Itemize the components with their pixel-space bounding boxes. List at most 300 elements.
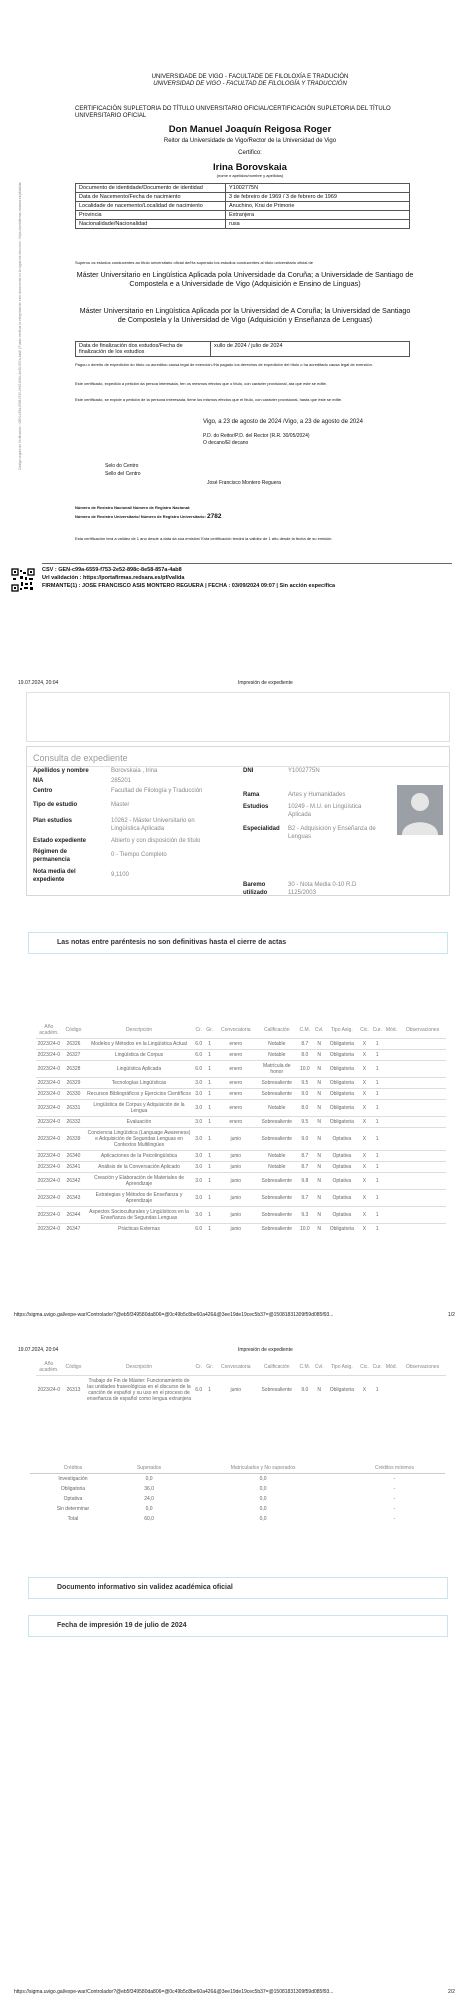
table-cell: 1 — [371, 1050, 384, 1061]
print-date-banner: Fecha de impresión 19 de julio de 2024 — [28, 1615, 448, 1637]
table-row: Documento de identidade/Documento de identidad Y1002775N — [76, 184, 410, 193]
table-cell — [384, 1151, 399, 1162]
certification-title: CERTIFICACIÓN SUPLETORIA DO TÍTULO UNIVERSITARIO OFICIAL/CERTIFICACIÓN SUPLETORIA DEL TÍTULO UNIVERSITARIO OFICIAL — [75, 106, 391, 119]
grades-body-continued — [36, 1376, 446, 1405]
table-cell: 1 — [371, 1173, 384, 1190]
csv-code: CSV : GEN-c99a-6559-f753-2e52-898c-8e58-857a-4ab8 — [42, 567, 182, 573]
table-cell: 1 — [205, 1207, 215, 1224]
table-cell: enero — [215, 1061, 257, 1078]
table-cell: 1 — [371, 1128, 384, 1151]
print-title: Impresión de expediente — [238, 680, 293, 686]
table-cell: 2023/24-0 — [36, 1207, 62, 1224]
table-cell: 3.0 — [193, 1151, 205, 1162]
table-cell: - — [393, 1476, 396, 1482]
table-cell: 3.0 — [193, 1117, 205, 1128]
table-cell — [384, 1376, 399, 1405]
table-cell: 1 — [371, 1089, 384, 1100]
university-register: Número de Rexistro Universitario/ Número de Registro Universitario: 2782 — [75, 513, 222, 520]
national-register: Número de Rexistro Nacional/ Número de Registro Nacional: — [75, 505, 191, 510]
expediente-page-2 — [0, 1345, 471, 2000]
degree-spanish: Máster Universitario en Lingüística Aplicada por la Universidad de A Coruña; la Universidad de Santiago de Compostela y la Universidad de Vigo (Adquisición y Enseñanza de Lenguas) — [79, 306, 411, 324]
table-cell — [384, 1117, 399, 1128]
table-cell: X — [358, 1061, 370, 1078]
table-row — [36, 1039, 446, 1050]
table-cell: 2023/24-0 — [36, 1078, 62, 1089]
table-cell — [399, 1089, 446, 1100]
table-cell: 2023/24-0 — [36, 1376, 62, 1405]
table-cell: Total — [67, 1516, 79, 1522]
table-cell: Recursos Bibliográficos y Ejercicios Científicos — [85, 1089, 193, 1100]
table-cell: junio — [215, 1151, 257, 1162]
table-cell: 26343 — [62, 1190, 85, 1207]
table-cell: 26330 — [62, 1089, 85, 1100]
table-cell: Trabajo de Fin de Máster: Funcionamiento de las unidades fraseológicas en el discurso de la canción de español y su uso en el proceso de enseñanza de español como lengua extranjera — [85, 1376, 193, 1405]
table-row — [36, 1117, 446, 1128]
table-cell: N — [313, 1207, 325, 1224]
table-cell: 2023/24-0 — [36, 1100, 62, 1117]
table-cell: Obligatoria — [325, 1376, 358, 1405]
table-row — [36, 1173, 446, 1190]
table-cell: enero — [215, 1050, 257, 1061]
table-cell: 2023/24-0 — [36, 1151, 62, 1162]
table-cell: 26328 — [62, 1061, 85, 1078]
table-cell: 1 — [205, 1100, 215, 1117]
signature-date: Vigo, a 23 de agosto de 2024 /Vigo, a 23 de agosto de 2024 — [203, 419, 363, 425]
table-cell: X — [358, 1089, 370, 1100]
table-cell: junio — [215, 1224, 257, 1235]
print-title: Impresión de expediente — [238, 1347, 293, 1353]
table-cell: N — [313, 1078, 325, 1089]
payment-paragraph: Pagou o dereito de expedición do título ou acreditou causa legal de exención./Ha pagado los derechos de expedición del título o ha acreditado causa legal de exención. — [75, 362, 373, 367]
table-cell: N — [313, 1151, 325, 1162]
table-cell: 1 — [371, 1100, 384, 1117]
table-cell: 26331 — [62, 1100, 85, 1117]
record-left-column: Apellidos y nombre Borovskaia , Irina NIA 285201 Centro Facultad de Filología y Traducción Tipo de estudio Master Plan estudios 10262 - Máster Universitario en Lingüística Aplicada Estado expediente Abierto y con disposición de título Régimen de permanencia 0 - Tiempo Completo Nota media del expediente 9,1100 — [33, 768, 203, 883]
print-date: 19.07.2024, 20:04 — [18, 680, 59, 686]
table-cell: 1 — [371, 1162, 384, 1173]
table-cell: N — [313, 1061, 325, 1078]
table-cell: Matrícula de honor — [257, 1061, 297, 1078]
seal-es: Sello del Centro — [105, 471, 141, 477]
table-cell: X — [358, 1224, 370, 1235]
credits-table — [30, 1463, 445, 1524]
table-cell: 26327 — [62, 1050, 85, 1061]
table-cell: 24,0 — [144, 1496, 154, 1502]
table-cell: 2023/24-0 — [36, 1162, 62, 1173]
qr-code-icon — [11, 568, 35, 592]
table-cell: Lingüística de Corpus y Adquisición de la Lengua — [85, 1100, 193, 1117]
table-cell: 26347 — [62, 1224, 85, 1235]
table-cell: Sobresaliente — [257, 1376, 297, 1405]
table-cell: 26341 — [62, 1162, 85, 1173]
table-cell: 0,0 — [259, 1516, 267, 1522]
table-cell: Notable — [257, 1039, 297, 1050]
record-right-column: DNI Y1002775N Rama Artes y Humanidades Estudios 10249 - M.U. en Lingüística Aplicada Especialidad B2 - Adquisición y Enseñanza de Lenguas Baremo utilizado 30 - Nota Media 0-10 R.D 1125/2003 — [243, 768, 376, 896]
table-row — [36, 1078, 446, 1089]
doc-info-banner: Documento informativo sin validez académica oficial — [28, 1577, 448, 1599]
table-cell: 1 — [371, 1190, 384, 1207]
table-cell: X — [358, 1207, 370, 1224]
table-cell — [399, 1173, 446, 1190]
footer-url[interactable]: https://sigma.uvigo.gal/expe-war/Controlador?@eb5f349580da806=@0c49b5c8be60a426&@3ee19de19cec5b37=@15081831309f59d085f93... — [14, 1989, 334, 1995]
table-cell: Obligatoria — [325, 1061, 358, 1078]
table-cell: 0,0 — [259, 1496, 267, 1502]
table-cell: 6.0 — [193, 1039, 205, 1050]
student-record-card — [26, 746, 450, 896]
table-cell — [399, 1128, 446, 1151]
provisional-notes-banner: Las notas entre paréntesis no son definitivas hasta el cierre de actas — [28, 932, 448, 954]
table-cell: Aspectos Socioculturales y Lingüísticos en la Enseñanza de Segundas Lenguas — [85, 1207, 193, 1224]
table-header: Año académ. Código Descripción Cr. Gr. Convocatoria Calificación C.M. Cvl. Tipo Asig. Cic. Cur. Mód. Observaciones — [39, 1361, 440, 1373]
table-cell — [399, 1224, 446, 1235]
table-cell: N — [313, 1117, 325, 1128]
grades-table — [36, 1022, 446, 1234]
table-cell: 10.0 — [297, 1224, 313, 1235]
effects-paragraph-gl: Este certificado, expedido a petición da persoa interesada, ten os mesmos efectos que o título, con carácter provisional, ata que este se edite. — [75, 381, 327, 386]
table-cell — [399, 1050, 446, 1061]
table-cell: N — [313, 1050, 325, 1061]
table-cell: Creación y Elaboración de Materiales de Aprendizaje — [85, 1173, 193, 1190]
studies-intro: Superou os estudos conducentes ao título universitario oficial de/Ha superado los estudios conducentes al título universitario oficial de — [75, 260, 313, 265]
table-cell: X — [358, 1162, 370, 1173]
table-cell: 1 — [371, 1224, 384, 1235]
table-cell: X — [358, 1078, 370, 1089]
degree-galician: Máster Universitario en Lingüística Aplicada pola Universidade da Coruña; a Universidade de Santiago de Compostela e a Universidade de Vigo (Adquisición e Ensino de Linguas) — [76, 270, 414, 288]
table-cell: Optativa — [325, 1151, 358, 1162]
table-cell: Obligatoria — [325, 1039, 358, 1050]
table-cell: Sobresaliente — [257, 1190, 297, 1207]
table-cell: 6.0 — [193, 1224, 205, 1235]
table-row — [30, 1514, 445, 1524]
table-cell: 6.0 — [193, 1050, 205, 1061]
table-row — [30, 1474, 445, 1485]
table-cell: 26326 — [62, 1039, 85, 1050]
table-row — [36, 1100, 446, 1117]
certificate-page — [0, 0, 471, 625]
table-cell: Sobresaliente — [257, 1173, 297, 1190]
table-cell: Obligatoria — [325, 1050, 358, 1061]
table-cell: 9.3 — [297, 1207, 313, 1224]
table-cell: Sobresaliente — [257, 1078, 297, 1089]
table-cell: Tecnologías Lingüísticas — [85, 1078, 193, 1089]
table-cell — [399, 1162, 446, 1173]
table-cell: 3.0 — [193, 1128, 205, 1151]
table-cell: Conciencia Lingüística (Language Awareness) e Adquisición de Segundas Lenguas en Contextos Multilingües — [85, 1128, 193, 1151]
table-cell: 26329 — [62, 1078, 85, 1089]
table-cell — [399, 1190, 446, 1207]
table-cell — [399, 1078, 446, 1089]
table-cell: junio — [215, 1162, 257, 1173]
seal-gl: Selo do Centro — [105, 463, 139, 469]
table-cell: X — [358, 1100, 370, 1117]
table-cell: 26332 — [62, 1117, 85, 1128]
page-number: 1/2 — [448, 1312, 455, 1318]
table-cell: 9.5 — [297, 1078, 313, 1089]
table-cell: N — [313, 1089, 325, 1100]
table-cell — [384, 1173, 399, 1190]
register-number: 2782 — [207, 513, 222, 520]
table-cell: 0,0 — [145, 1506, 153, 1512]
university-line-gl: UNIVERSIDADE DE VIGO - FACULTADE DE FILOLOXÍA E TRADUCIÓN — [151, 74, 349, 80]
table-cell — [399, 1100, 446, 1117]
table-row: Provincia Extranjera — [76, 211, 410, 220]
table-cell: X — [358, 1376, 370, 1405]
table-row — [30, 1504, 445, 1514]
table-cell: N — [313, 1190, 325, 1207]
table-row — [36, 1224, 446, 1235]
table-cell — [399, 1376, 446, 1405]
validation-url[interactable]: Url validación : https://portafirmas.redsara.es/pf/valida — [42, 575, 185, 581]
table-row — [36, 1061, 446, 1078]
table-cell — [384, 1162, 399, 1173]
table-cell: Análisis de la Conversación Aplicado — [85, 1162, 193, 1173]
table-cell: X — [358, 1039, 370, 1050]
table-cell: 1 — [371, 1376, 384, 1405]
signer-info: FIRMANTE(1) : JOSE FRANCISCO ASIS MONTERO REGUERA | FECHA : 03/09/2024 09:07 | Sin acción específica — [42, 583, 336, 589]
table-cell: Sin determinar — [56, 1506, 90, 1512]
table-cell: 1 — [371, 1151, 384, 1162]
table-cell: 26340 — [62, 1151, 85, 1162]
table-cell: N — [313, 1128, 325, 1151]
table-cell: 9.0 — [297, 1376, 313, 1405]
table-cell: 2023/24-0 — [36, 1039, 62, 1050]
table-cell: 6.0 — [193, 1376, 205, 1405]
table-row — [36, 1151, 446, 1162]
table-cell: X — [358, 1117, 370, 1128]
table-cell: Sobresaliente — [257, 1089, 297, 1100]
table-cell — [384, 1207, 399, 1224]
certifica-label: Certifico: — [238, 150, 262, 156]
dean-line: O decano/El decano — [203, 440, 249, 446]
table-row: Nacionalidade/Nacionalidad rusa — [76, 220, 410, 229]
table-cell: Lingüística Aplicada — [85, 1061, 193, 1078]
table-cell: 26344 — [62, 1207, 85, 1224]
table-cell: 1 — [371, 1039, 384, 1050]
table-cell: N — [313, 1173, 325, 1190]
table-cell: enero — [215, 1117, 257, 1128]
table-cell: 10.0 — [297, 1061, 313, 1078]
table-cell: enero — [215, 1078, 257, 1089]
table-row — [36, 1050, 446, 1061]
table-cell: Investigación — [58, 1476, 88, 1482]
table-cell: junio — [215, 1173, 257, 1190]
table-cell: 1 — [205, 1117, 215, 1128]
table-cell: 1 — [205, 1089, 215, 1100]
table-cell: 1 — [205, 1376, 215, 1405]
footer-url[interactable]: https://sigma.uvigo.gal/expe-war/Controlador?@eb5f349580da806=@0c49b5c8be60a426&@3ee19de19cec5b37=@15081831309f59d085f93... — [14, 1312, 334, 1318]
table-cell: Sobresaliente — [257, 1117, 297, 1128]
table-cell: Sobresaliente — [257, 1224, 297, 1235]
table-row — [36, 1207, 446, 1224]
table-cell: 26342 — [62, 1173, 85, 1190]
page-number: 2/2 — [448, 1989, 455, 1995]
table-cell — [399, 1039, 446, 1050]
table-cell: 9.7 — [297, 1190, 313, 1207]
table-cell — [384, 1190, 399, 1207]
grades-body — [36, 1039, 446, 1235]
table-cell: 26313 — [62, 1376, 85, 1405]
signer-name: José Francisco Montero Reguera — [207, 480, 281, 486]
table-cell: Obligatoria — [325, 1089, 358, 1100]
table-cell: 1 — [205, 1173, 215, 1190]
table-cell: 9.8 — [297, 1173, 313, 1190]
table-cell: Optativa — [325, 1162, 358, 1173]
table-cell: 3.0 — [193, 1162, 205, 1173]
divider — [42, 563, 452, 564]
table-cell: 1 — [205, 1050, 215, 1061]
top-banner — [26, 692, 450, 742]
table-cell: 2023/24-0 — [36, 1117, 62, 1128]
table-cell — [399, 1061, 446, 1078]
table-cell: N — [313, 1162, 325, 1173]
table-cell: N — [313, 1100, 325, 1117]
table-cell: Notable — [257, 1151, 297, 1162]
table-cell: 8.0 — [297, 1050, 313, 1061]
table-cell: Obligatoria — [325, 1224, 358, 1235]
table-cell: 1 — [205, 1190, 215, 1207]
table-cell: 2023/24-0 — [36, 1061, 62, 1078]
effects-paragraph-es: Este certificado, se expide a petición de la persona interesada, tiene los mismos efectos que el título, con carácter provisional, hasta que éste se edite. — [75, 397, 343, 402]
table-cell: Optativa — [63, 1496, 83, 1502]
table-cell: N — [313, 1224, 325, 1235]
table-cell: Optativa — [325, 1128, 358, 1151]
credits-body — [30, 1474, 445, 1525]
table-cell: 1 — [205, 1162, 215, 1173]
table-cell: 8.0 — [297, 1100, 313, 1117]
expediente-page-1 — [0, 672, 471, 1332]
table-cell: N — [313, 1376, 325, 1405]
table-row — [36, 1089, 446, 1100]
table-cell — [384, 1224, 399, 1235]
table-cell: 60,0 — [144, 1516, 154, 1522]
table-cell: 2023/24-0 — [36, 1173, 62, 1190]
table-cell: 1 — [371, 1117, 384, 1128]
table-row — [36, 1376, 446, 1405]
table-cell — [384, 1078, 399, 1089]
table-cell: 0,0 — [259, 1506, 267, 1512]
table-cell: Notable — [257, 1100, 297, 1117]
university-line-es: UNIVERSIDAD DE VIGO - FACULTAD DE FILOLOGÍA Y TRADUCCIÓN — [153, 81, 347, 87]
table-cell: junio — [215, 1190, 257, 1207]
table-cell: 1 — [371, 1061, 384, 1078]
table-cell: 2023/24-0 — [36, 1224, 62, 1235]
table-cell: - — [393, 1506, 396, 1512]
table-cell: Notable — [257, 1050, 297, 1061]
table-cell — [384, 1039, 399, 1050]
table-cell: - — [393, 1486, 396, 1492]
name-caption: (nome e apelidos/nombre y apellidos) — [216, 173, 284, 178]
table-cell: Obligatoria — [60, 1486, 86, 1492]
table-cell: Prácticas Externas — [85, 1224, 193, 1235]
table-cell: Optativa — [325, 1207, 358, 1224]
table-cell: 0,0 — [259, 1476, 267, 1482]
table-cell: 3.0 — [193, 1089, 205, 1100]
table-cell: 1 — [205, 1078, 215, 1089]
table-cell: 1 — [205, 1128, 215, 1151]
table-cell: enero — [215, 1089, 257, 1100]
grades-table-continued — [36, 1359, 446, 1404]
table-cell: junio — [215, 1376, 257, 1405]
university-header — [60, 74, 440, 88]
table-row — [30, 1494, 445, 1504]
table-cell: - — [393, 1516, 396, 1522]
table-cell: Estrategias y Métodos de Enseñanza y Aprendizaje — [85, 1190, 193, 1207]
table-cell: 9.0 — [297, 1128, 313, 1151]
table-cell: 0,0 — [145, 1476, 153, 1482]
record-heading: Consulta de expediente — [27, 747, 449, 767]
table-row: Localidade de nacemento/Localidad de nacimiento Anuchino, Krai de Primorie — [76, 202, 410, 211]
table-cell: enero — [215, 1039, 257, 1050]
table-cell: enero — [215, 1100, 257, 1117]
table-cell: Sobresaliente — [257, 1128, 297, 1151]
table-row: Data de Nacemento/Fecha de nacimiento 3 de febreiro de 1969 / 3 de febrero de 1969 — [76, 193, 410, 202]
person-silhouette-icon — [397, 785, 443, 835]
table-cell: 1 — [205, 1061, 215, 1078]
table-cell — [399, 1207, 446, 1224]
table-header: Créditos Superados Matriculados y No superados Créditos mínimos — [30, 1463, 445, 1474]
table-cell — [399, 1151, 446, 1162]
table-cell: X — [358, 1190, 370, 1207]
table-cell: 3.0 — [193, 1173, 205, 1190]
rector-name: Don Manuel Joaquín Reigosa Roger — [168, 124, 332, 135]
table-cell: 8.7 — [297, 1151, 313, 1162]
signature-footer — [42, 566, 335, 590]
table-cell: 2023/24-0 — [36, 1050, 62, 1061]
avatar — [397, 785, 443, 835]
table-cell: 36,0 — [144, 1486, 154, 1492]
table-row — [30, 1484, 445, 1494]
table-cell: junio — [215, 1128, 257, 1151]
print-date: 19.07.2024, 20:04 — [18, 1347, 59, 1353]
table-cell: 3.0 — [193, 1190, 205, 1207]
table-row — [36, 1128, 446, 1151]
table-cell: 1 — [205, 1039, 215, 1050]
table-cell: 2023/24-0 — [36, 1089, 62, 1100]
table-cell: 1 — [205, 1151, 215, 1162]
table-cell: Obligatoria — [325, 1117, 358, 1128]
table-cell: X — [358, 1050, 370, 1061]
table-cell: Notable — [257, 1162, 297, 1173]
delegation-line: P.D. do Reitor/P.D. del Rector (R.R. 30/05/2024) — [203, 433, 310, 439]
table-cell: X — [358, 1151, 370, 1162]
table-row — [36, 1162, 446, 1173]
table-cell — [399, 1117, 446, 1128]
table-cell: Optativa — [325, 1190, 358, 1207]
table-cell: 9.0 — [297, 1089, 313, 1100]
table-cell: Modelos y Métodos en la Lingüística Actual — [85, 1039, 193, 1050]
personal-data-table — [75, 183, 410, 229]
table-cell: 26339 — [62, 1128, 85, 1151]
verification-side-note: Código seguro de Verificación : GEN-c99a-6559-f753-2e52-898c-8e58-857a-4ab8 | Puede verificar la integridad de este documento en la siguiente dirección : https://portafirmas.redsara.es/pf/valida — [18, 182, 22, 470]
validity-note: Esta certificación terá a validez de 1 ano desde a data da súa emisión/ Esta certificación tendrá la validez de 1 año desde la fecha de su emisión. — [75, 536, 333, 541]
table-cell — [384, 1089, 399, 1100]
table-cell: 2023/24-0 — [36, 1128, 62, 1151]
table-cell: Sobresaliente — [257, 1207, 297, 1224]
table-cell: N — [313, 1039, 325, 1050]
table-cell: 9.5 — [297, 1117, 313, 1128]
table-cell — [384, 1128, 399, 1151]
table-cell: 6.0 — [193, 1061, 205, 1078]
student-name: Irina Borovskaia — [213, 162, 287, 173]
table-cell: 2023/24-0 — [36, 1190, 62, 1207]
table-cell: Obligatoria — [325, 1100, 358, 1117]
table-cell: Obligatoria — [325, 1078, 358, 1089]
table-cell: X — [358, 1128, 370, 1151]
table-row: Data de finalización dos estudos/Fecha de finalización de los estudios xullo de 2024 / julio de 2024 — [76, 342, 410, 357]
table-cell: 3.0 — [193, 1207, 205, 1224]
table-cell — [384, 1100, 399, 1117]
table-cell: 1 — [371, 1207, 384, 1224]
